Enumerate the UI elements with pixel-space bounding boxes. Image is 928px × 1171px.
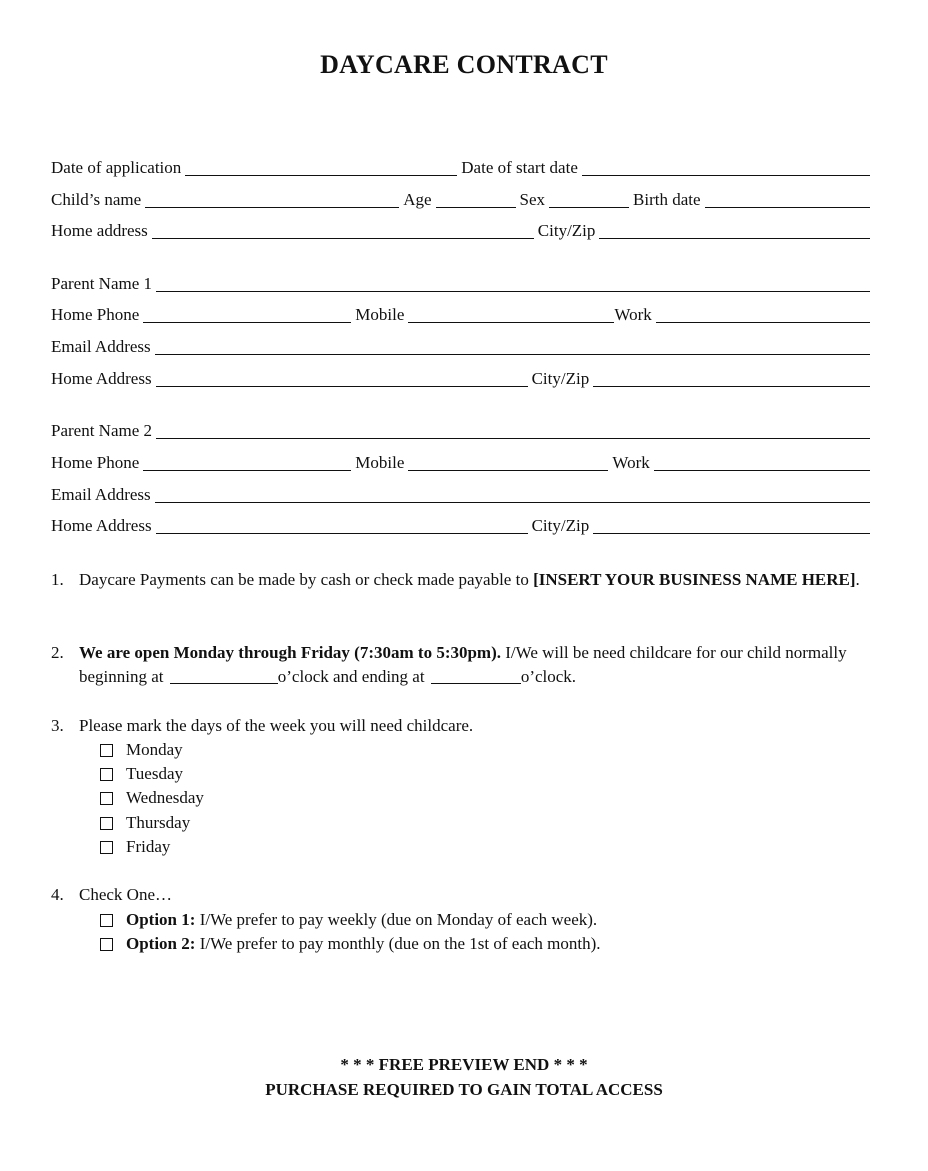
parent1-city-zip-field[interactable] (593, 370, 870, 387)
childs-name-label: Child’s name (51, 190, 142, 209)
parent2-name-label: Parent Name 2 (51, 421, 153, 440)
home-address-row (51, 217, 874, 241)
item-end: . (855, 570, 860, 589)
birth-date-label: Birth date (633, 190, 701, 209)
parent2-home-phone-label: Home Phone (51, 453, 140, 472)
item-text: I/We will be need childcare for our child normally beginning at (79, 643, 847, 686)
checkbox[interactable] (100, 817, 113, 830)
age-field[interactable] (436, 191, 516, 208)
item-hours (51, 641, 881, 689)
parent1-phone-row (51, 301, 874, 325)
checkbox[interactable] (100, 744, 113, 757)
business-name-placeholder: [INSERT YOUR BUSINESS NAME HERE] (533, 570, 856, 589)
item-payment-option (51, 883, 881, 907)
preview-end-notice: * * * FREE PREVIEW END * * * (340, 1055, 588, 1074)
item-mid: o’clock and ending at (277, 667, 429, 686)
item-days (51, 714, 881, 738)
parent1-work-field[interactable] (656, 306, 870, 323)
option-label: Option 1: (126, 910, 196, 929)
day-label: Thursday (126, 813, 191, 832)
parent1-mobile-label: Mobile (355, 305, 405, 324)
end-time-field[interactable] (431, 668, 521, 684)
day-label: Tuesday (126, 764, 183, 783)
parent2-name-field[interactable] (156, 422, 870, 439)
day-label: Friday (126, 837, 171, 856)
parent1-email-field[interactable] (155, 338, 870, 355)
parent1-home-phone-label: Home Phone (51, 305, 140, 324)
sex-label: Sex (519, 190, 546, 209)
day-checkbox-friday[interactable] (100, 835, 170, 859)
day-checkbox-monday[interactable] (100, 738, 183, 762)
parent2-home-address-field[interactable] (156, 517, 528, 534)
parent2-email-label: Email Address (51, 485, 151, 504)
parent2-email-row (51, 481, 874, 505)
city-zip-label: City/Zip (537, 221, 596, 240)
item-text: Please mark the days of the week you will need childcare. (79, 716, 474, 735)
checkbox[interactable] (100, 938, 113, 951)
parent2-mobile-label: Mobile (355, 453, 405, 472)
item-number: 1. (51, 570, 64, 589)
parent1-name-row (51, 270, 874, 294)
childs-name-field[interactable] (145, 191, 399, 208)
parent2-name-row (51, 417, 874, 441)
date-of-application-label: Date of application (51, 158, 182, 177)
day-checkbox-tuesday[interactable] (100, 762, 183, 786)
application-date-row (51, 154, 874, 178)
checkbox[interactable] (100, 792, 113, 805)
birth-date-field[interactable] (705, 191, 870, 208)
item-number: 4. (51, 885, 64, 904)
day-label: Monday (126, 740, 183, 759)
sex-field[interactable] (549, 191, 629, 208)
date-of-application-field[interactable] (185, 159, 457, 176)
purchase-notice: PURCHASE REQUIRED TO GAIN TOTAL ACCESS (265, 1080, 663, 1099)
checkbox[interactable] (100, 914, 113, 927)
parent1-mobile-field[interactable] (408, 306, 614, 323)
parent2-mobile-field[interactable] (408, 454, 608, 471)
parent1-email-row (51, 333, 874, 357)
date-of-start-label: Date of start date (461, 158, 578, 177)
city-zip-field[interactable] (599, 222, 870, 239)
parent2-phone-row (51, 449, 874, 473)
parent1-home-address-field[interactable] (156, 370, 528, 387)
option-monthly-checkbox[interactable] (100, 932, 601, 956)
option-text: I/We prefer to pay monthly (due on the 1st of each month). (195, 934, 601, 953)
parent2-address-row (51, 512, 874, 536)
item-text: Check One… (79, 885, 173, 904)
parent1-work-label: Work (614, 305, 652, 324)
parent2-city-zip-label: City/Zip (531, 516, 590, 535)
item-text: Daycare Payments can be made by cash or check made payable to (79, 570, 534, 589)
parent2-work-label: Work (612, 453, 650, 472)
item-number: 3. (51, 716, 64, 735)
item-payments (51, 568, 881, 592)
parent1-home-address-label: Home Address (51, 369, 152, 388)
parent1-address-row (51, 365, 874, 389)
day-checkbox-thursday[interactable] (100, 811, 190, 835)
home-address-field[interactable] (152, 222, 534, 239)
day-label: Wednesday (126, 788, 204, 807)
parent2-work-field[interactable] (654, 454, 870, 471)
child-info-row (51, 186, 874, 210)
parent1-city-zip-label: City/Zip (531, 369, 590, 388)
date-of-start-field[interactable] (582, 159, 870, 176)
option-label: Option 2: (126, 934, 196, 953)
item-end: o’clock. (520, 667, 577, 686)
start-time-field[interactable] (170, 668, 278, 684)
parent1-name-field[interactable] (156, 275, 870, 292)
parent2-home-address-label: Home Address (51, 516, 152, 535)
hours-statement: We are open Monday through Friday (7:30am to 5:30pm). (79, 643, 502, 662)
option-text: I/We prefer to pay weekly (due on Monday of each week). (195, 910, 598, 929)
item-number: 2. (51, 643, 64, 662)
parent1-email-label: Email Address (51, 337, 151, 356)
option-weekly-checkbox[interactable] (100, 908, 597, 932)
parent2-email-field[interactable] (155, 486, 870, 503)
parent2-home-phone-field[interactable] (143, 454, 351, 471)
checkbox[interactable] (100, 768, 113, 781)
home-address-label: Home address (51, 221, 148, 240)
checkbox[interactable] (100, 841, 113, 854)
day-checkbox-wednesday[interactable] (100, 786, 204, 810)
parent2-city-zip-field[interactable] (593, 517, 870, 534)
age-label: Age (403, 190, 432, 209)
parent1-name-label: Parent Name 1 (51, 274, 153, 293)
parent1-home-phone-field[interactable] (143, 306, 351, 323)
page-title: DAYCARE CONTRACT (320, 50, 608, 79)
